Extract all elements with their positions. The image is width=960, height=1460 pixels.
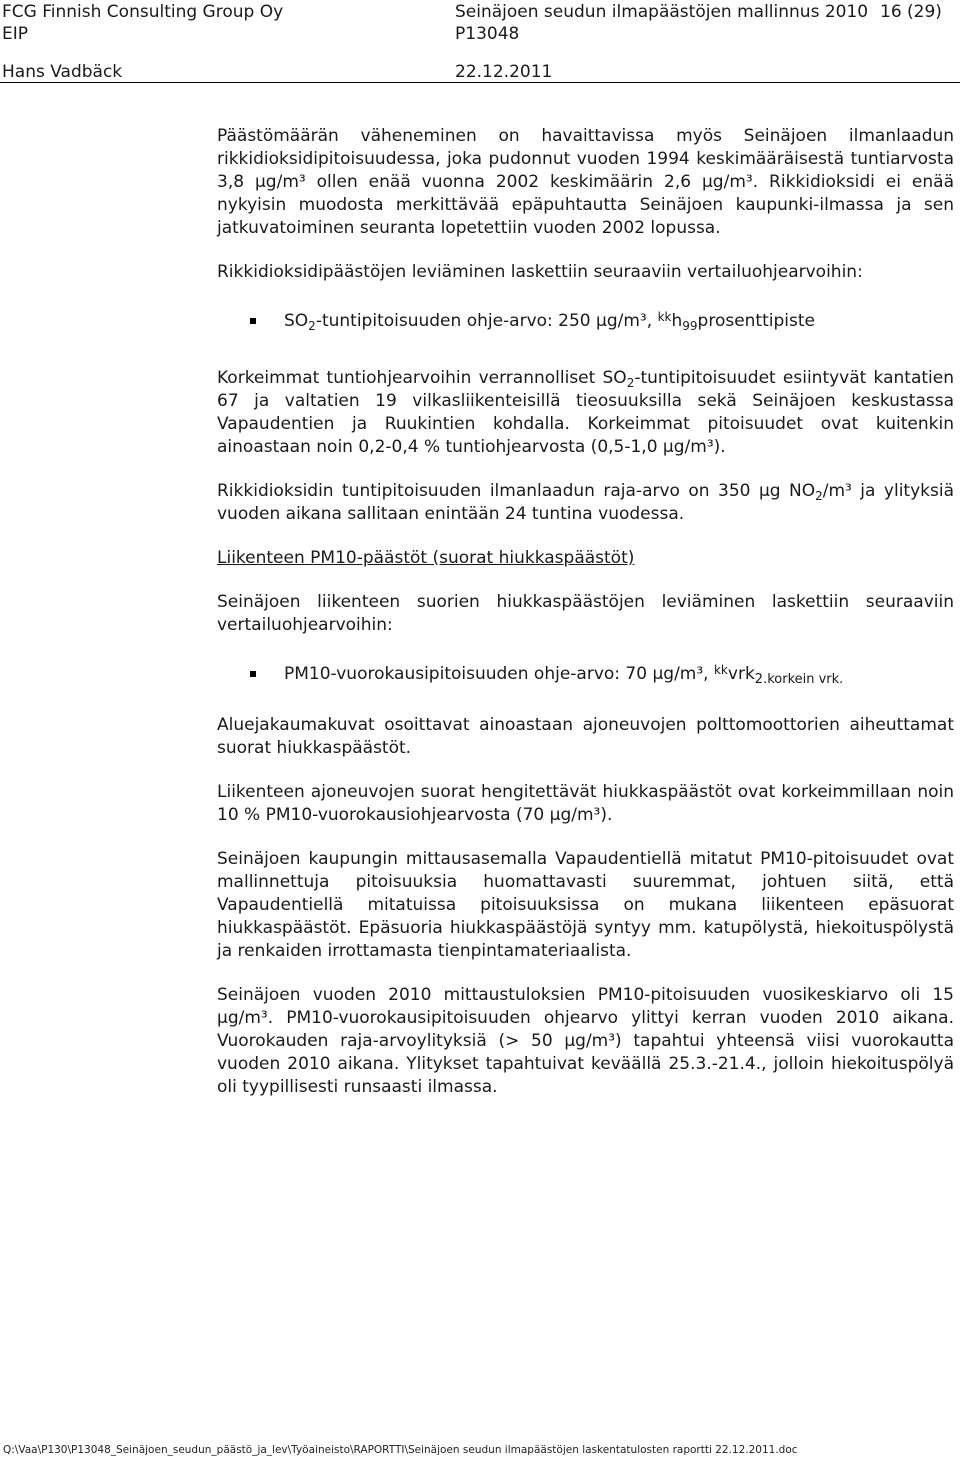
header-project: P13048 [455, 24, 520, 44]
header-unit: EIP [2, 24, 29, 44]
paragraph-so2-decline: Päästömäärän väheneminen on havaittavissa myös Seinäjoen ilmanlaadun rikkidioksidipitoisuudessa, joka pudonnut vuoden 1994 keskimääräisestä tuntiarvosta 3,8 µg/m³ ollen enää vuonna 2002 keskimäärin 2,6 µg/m³. Rikkidioksidi ei enää nykyisin muodosta merkittävää epäpuhtautta Seinäjoen kaupunki-ilmassa ja sen jatkuvatoiminen seuranta lopetettiin vuoden 2002 lopussa. [217, 126, 954, 238]
header-title: Seinäjoen seudun ilmapäästöjen mallinnus 2010 [455, 2, 869, 22]
paragraph-pm10-highest: Liikenteen ajoneuvojen suorat hengitettävät hiukkaspäästöt ovat korkeimmillaan noin 10 % PM10-vuorokausiohjearvosta (70 µg/m³). [217, 782, 954, 825]
bullet-square-icon [250, 318, 256, 324]
header-date: 22.12.2011 [455, 62, 553, 82]
paragraph-so2-highest: Korkeimmat tuntiohjearvoihin verrannolliset $SO_2$-tuntipitoisuudet esiintyvät kantatien 67 ja valtatien 19 vilkasliikenteisillä tieosuuksilla sekä Seinäjoen keskustassa Vapaudentien ja Ruukintien kohdalla. Korkeimmat pitoisuudet ovat kuitenkin ainoastaan noin 0,2-0,4 % tuntiohjearvosta (0,5-1,0 µg/m³). [217, 368, 954, 457]
bullet-so2-guideline: $SO_2$-tuntipitoisuuden ohje-arvo: 250 µg/m³, $^{kk}h_{99}prosenttipiste$ [217, 310, 954, 333]
footer-file-path: Q:\Vaa\P130\P13048_Seinäjoen_seudun_päästö_ja_lev\Työaineisto\RAPORTTI\Seinäjoen seudun ilmapäästöjen laskentatulosten raportti 22.12.2011.doc [3, 1444, 798, 1456]
paragraph-pm10-dispersion: Seinäjoen liikenteen suorien hiukkaspäästöjen leviäminen laskettiin seuraaviin vertailuohjearvoihin: [217, 592, 954, 635]
page-body [217, 125, 954, 1120]
paragraph-so2-dispersion: Rikkidioksidipäästöjen leviäminen laskettiin seuraaviin vertailuohjearvoihin: [217, 262, 863, 282]
page-header [0, 0, 960, 84]
paragraph-so2-limit: Rikkidioksidin tuntipitoisuuden ilmanlaadun raja-arvo on 350 µg $NO_2/m^3$ ja ylityksiä vuoden aikana sallitaan enintään 24 tuntina vuodessa. [217, 481, 954, 524]
paragraph-pm10-measured: Seinäjoen kaupungin mittausasemalla Vapaudentiellä mitatut PM10-pitoisuudet ovat mallinnettuja pitoisuuksia huomattavasti suuremmat, johtuen siitä, että Vapaudentiellä mitatuissa pitoisuuksissa on mukana liikenteen epäsuorat hiukkaspäästöt. Epäsuoria hiukkaspäästöjä syntyy mm. katupölystä, hiekoituspölystä ja renkaiden irrottamasta tienpintamateriaalista. [217, 849, 954, 961]
section-heading-pm10: Liikenteen PM10-päästöt (suorat hiukkaspäästöt) [217, 548, 635, 568]
bullet-square-icon [250, 671, 256, 677]
header-page-number: 16 (29) [880, 2, 942, 22]
paragraph-pm10-2010-results: Seinäjoen vuoden 2010 mittaustuloksien PM10-pitoisuuden vuosikeskiarvo oli 15 µg/m³. PM10-vuorokausipitoisuuden ohjearvo ylittyi kerran vuoden 2010 aikana. Vuorokauden raja-arvoylityksiä (> 50 µg/m³) tapahtui yhteensä viisi vuorokautta vuoden 2010 aikana. Ylitykset tapahtuivat keväällä 25.3.-21.4., jolloin hiekoituspölyä oli tyypillisesti runsaasti ilmassa. [217, 985, 954, 1097]
bullet-pm10-guideline: PM10-vuorokausipitoisuuden ohje-arvo: 70 µg/m³, $^{kk}$vrk$_{2.korkein vrk.}$ [217, 663, 954, 686]
header-author: Hans Vadbäck [2, 62, 123, 82]
paragraph-area-maps: Aluejakaumakuvat osoittavat ainoastaan ajoneuvojen polttomoottorien aiheuttamat suorat hiukkaspäästöt. [217, 715, 954, 758]
header-company: FCG Finnish Consulting Group Oy [2, 2, 284, 22]
header-divider [0, 82, 960, 83]
